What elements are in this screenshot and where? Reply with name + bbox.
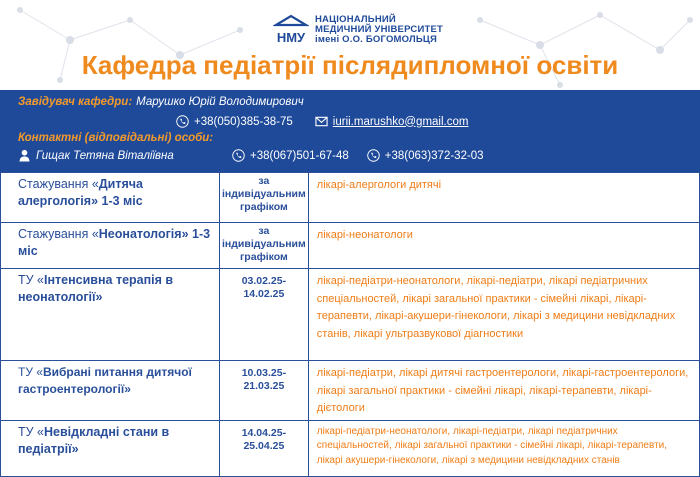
university-name: НАЦІОНАЛЬНИЙ МЕДИЧНИЙ УНІВЕРСИТЕТ імені О.О. БОГОМОЛЬЦЯ [315, 14, 444, 45]
table-row [1, 223, 700, 269]
course-title: Стажування «Неонатологія» 1-3 міс [1, 223, 220, 269]
course-dates: 10.03.25-21.03.25 [220, 361, 309, 421]
course-audience: лікарі-алергологи дитячі [308, 173, 699, 223]
head-of-department-row [18, 96, 304, 108]
course-title: ТУ «Невідкладні стани в педіатрії» [1, 420, 220, 476]
phone-icon [367, 149, 380, 162]
head-phone[interactable]: +38(050)385-38-75 [194, 115, 293, 128]
course-dates: за індивідуальним графіком [220, 173, 309, 223]
table-row [1, 269, 700, 361]
university-logo [273, 14, 443, 46]
course-title: ТУ «Інтенсивна терапія в неонатології» [1, 269, 220, 361]
responsible-label-row [18, 132, 217, 144]
contacts-band [0, 90, 700, 172]
responsible-phone-1[interactable]: +38(067)501-67-48 [250, 149, 349, 162]
course-audience: лікарі-педіатри-неонатологи, лікарі-педіатри, лікарі педіатричних спеціальностей, лікарі загальної практики - сімейні лікарі, лікарі-терапевти, лікарі акушери-гінекологи, лікарі з медицини невідкладних станів [308, 420, 699, 476]
course-audience: лікарі-педіатри-неонатологи, лікарі-педіатри, лікарі педіатричних спеціальностей, лікарі загальної практики - сімейні лікарі, лікарі-терапевти, лікарі-акушери-гінекологи, лікарі з медицини невідкладних станів, лікарі ультразвукової діагностики [308, 269, 699, 361]
head-label: Завідувач кафедри: [18, 96, 133, 108]
table-row [1, 420, 700, 476]
responsible-phone-2[interactable]: +38(063)372-32-03 [384, 149, 484, 162]
course-title: Стажування «Дитяча алергологія» 1-3 міс [1, 173, 220, 223]
responsible-name: Гищак Тетяна Віталіївна [36, 149, 174, 162]
courses-table [0, 172, 700, 477]
course-audience: лікарі-неонатологи [308, 223, 699, 269]
phone-icon [176, 115, 189, 128]
responsible-label: Контактні (відповідальні) особи: [18, 132, 214, 144]
responsible-row [18, 149, 484, 162]
page-title: Кафедра педіатрії післядипломної освіти [81, 50, 619, 80]
university-emblem-icon [273, 14, 309, 46]
course-title: ТУ «Вибрані питання дитячої гастроентерології» [1, 361, 220, 421]
course-dates: 14.04.25-25.04.25 [220, 420, 309, 476]
person-icon [18, 149, 31, 162]
course-dates: за індивідуальним графіком [220, 223, 309, 269]
table-row [1, 173, 700, 223]
course-audience: лікарі-педіатри, лікарі дитячі гастроентерологи, лікарі-гастроентерологи, лікарі загальної практики - сімейні лікарі, лікарі-терапевти, лікарі-дієтологи [308, 361, 699, 421]
course-dates: 03.02.25-14.02.25 [220, 269, 309, 361]
head-contacts-row [176, 115, 468, 128]
phone-icon [232, 149, 245, 162]
head-email-link[interactable]: iurii.marushko@gmail.com [332, 115, 469, 128]
email-icon [315, 115, 328, 128]
table-row [1, 361, 700, 421]
head-name: Марушко Юрій Володимирович [136, 96, 304, 108]
svg-text:НМУ: НМУ [276, 30, 306, 45]
